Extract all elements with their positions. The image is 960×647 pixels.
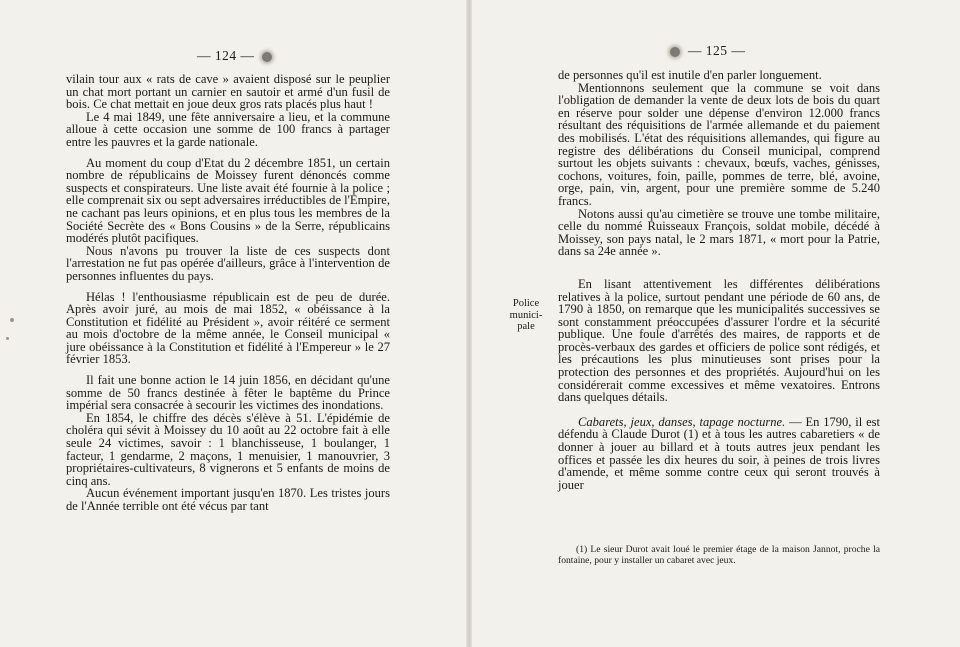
paragraph: Notons aussi qu'au cimetière se trouve une tombe militaire, celle du nommé Ruisseaux François, soldat mobile, décédé à Moissey, son pays natal, le 2 mars 1871, « mort pour la Patrie, dans sa 24e année ». xyxy=(558,206,880,259)
left-page xyxy=(0,0,470,647)
page-number-left xyxy=(197,48,276,64)
paragraph: Le 4 mai 1849, une fête anniversaire a lieu, et la commune alloue à cette occasion une somme de 100 francs à partager entre les pauvres et la garde nationale. xyxy=(66,109,390,149)
paragraph: Nous n'avons pu trouver la liste de ces suspects dont l'arrestation ne fut pas opérée d'ailleurs, grâce à l'intervention de personnes influentes du pays. xyxy=(66,243,390,283)
section-heading: Cabarets, jeux, danses, tapage nocturne. xyxy=(578,414,786,429)
right-page-text xyxy=(558,69,880,491)
paragraph: En 1854, le chiffre des décès s'élève à 51. L'épidémie de choléra qui sévit à Moissey du 10 août au 22 octobre fait à elle seule 24 victimes, savoir : 1 blanchisseuse, 1 boulanger, 1 facteur, 1 gendarme, 2 maçons, 1 menuisier, 1 manouvrier, 3 propriétaires-cultivateurs, 8 vignerons et 5 enfants de moins de cinq ans. xyxy=(66,410,390,488)
stain-mark xyxy=(6,337,9,340)
paragraph-text: — En 1790, il est défendu à Claude Durot (1) et à tous les autres cabaretiers « de donner à jouer au billard et à touts autres jeux pendant les offices et passée les dix heures du soir, à peines de trois livres d'amende, et même somme contre ceux qui seront trouvés à jouer xyxy=(558,414,881,492)
paragraph: Aucun événement important jusqu'en 1870. Les tristes jours de l'Année terrible ont été vécus par tant xyxy=(66,486,390,513)
margin-note: Police munici-pale xyxy=(509,298,543,332)
page-number-text: — 124 — xyxy=(197,48,255,63)
right-page xyxy=(470,0,960,647)
footnote xyxy=(558,544,880,566)
paragraph: Au moment du coup d'Etat du 2 décembre 1851, un certain nombre de républicains de Moissey furent dénoncés comme suspects et conspirateurs. Une liste avait été fournie à la police ; elle comprenait six ou sept adversaires irréductibles de l'Empire, ne cachant pas leurs opinions, et en plus tous les membres de la Société Secrète des « Bons Cousins » de la Serre, républicains modérés plutôt pacifiques. xyxy=(66,155,390,246)
paragraph: de personnes qu'il est inutile d'en parler longuement. xyxy=(558,68,822,82)
ornament-icon xyxy=(670,47,680,57)
page-number-text: — 125 — xyxy=(687,43,746,58)
paragraph xyxy=(558,416,880,492)
ornament-icon xyxy=(262,52,272,62)
paragraph: Hélas ! l'enthousiasme républicain est de peu de durée. Après avoir juré, au mois de mai 1852, « obéissance à la Constitution et fidélité au Président », avoir réitéré ce serment au mois d'octobre de la même année, le Conseil municipal « jure obéissance à la Constitution et fidélité à l'Empereur » le 27 février 1853. xyxy=(66,289,390,367)
stain-mark xyxy=(10,318,14,322)
paragraph: En lisant attentivement les différentes délibérations relatives à la police, surtout pendant une période de 60 ans, de 1790 à 1850, on remarque que les municipalités successives se sont constamment préoccupées d'assurer l'ordre et la sécurité publique. Une foule d'arrêtés des maires, de rapports et de procès-verbaux des gardes et officiers de police sont rédigés, et les précautions les plus minutieuses sont prises pour la protection des personnes et des propriétés. Aujourd'hui on les considérerait comme excessives et même vexatoires. Entrons dans quelques détails. xyxy=(558,276,880,405)
page-number-right xyxy=(666,43,745,59)
left-page-text xyxy=(66,73,390,513)
footnote-text: (1) Le sieur Durot avait loué le premier étage de la maison Jannot, proche la fontaine, pour y installer un cabaret avec jeux. xyxy=(558,544,880,566)
paragraph: Mentionnons seulement que la commune se voit dans l'obligation de demander la vente de deux lots de bois du quart en réserve pour solder une dépense d'environ 12.000 francs résultant des réquisitions de l'armée allemande et du paiement des mobilisés. L'état des réquisitions allemandes, qui figure au registre des délibérations du Conseil municipal, comprend surtout les objets suivants : chevaux, bœufs, vaches, génisses, cochons, voitures, foin, paille, pommes de terre, blé, avoine, orge, pain, vin, argent, pour une première somme de 5.240 francs. xyxy=(558,80,880,208)
paragraph: Il fait une bonne action le 14 juin 1856, en décidant qu'une somme de 50 francs destinée à fêter le baptême du Prince impérial sera consacrée à secourir les victimes des inondations. xyxy=(66,373,390,413)
paragraph: vilain tour aux « rats de cave » avaient disposé sur le peuplier un chat mort portant un carnier en sautoir et armé d'un fusil de bois. Ce chat mettait en joue deux gros rats placés plus haut ! xyxy=(66,72,390,112)
